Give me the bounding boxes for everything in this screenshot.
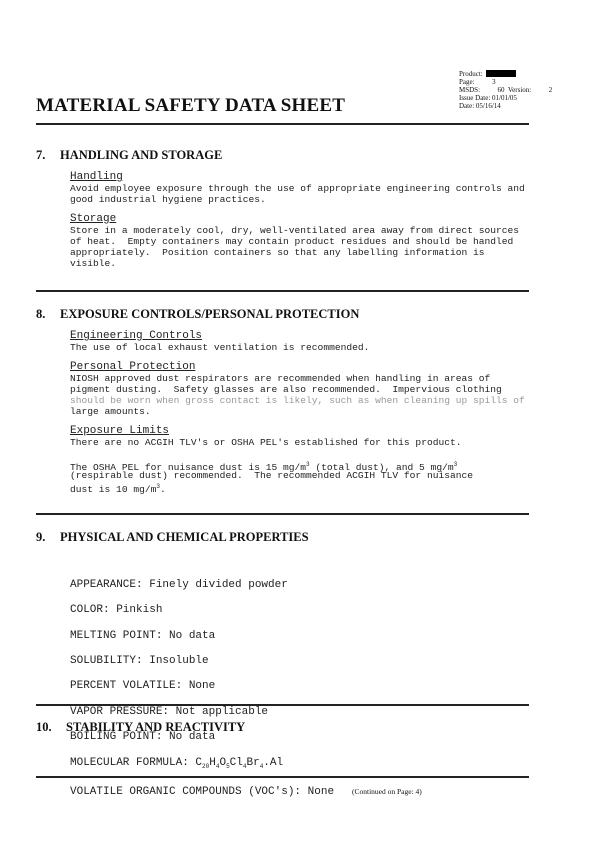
formula-o: O: [219, 756, 227, 769]
section-7-divider: [36, 290, 529, 292]
exposure-limits-text: There are no ACGIH TLV's or OSHA PEL's established for this product.: [70, 437, 462, 448]
engineering-controls-subheading: Engineering Controls: [70, 330, 203, 342]
personal-protection-text-faint: should be worn when gross contact is likely, such as when cleaning up spills of: [70, 395, 525, 406]
engineering-controls-text: The use of local exhaust ventilation is recommended.: [70, 342, 370, 353]
formula-cl: Cl: [229, 756, 243, 769]
document-meta: [459, 70, 552, 110]
section-7-title: HANDLING AND STORAGE: [60, 148, 223, 162]
section-8-number: 8.: [36, 307, 46, 321]
property-boiling-point: BOILING POINT: No data: [70, 731, 216, 744]
page-value: 3: [492, 78, 496, 86]
section-7-heading: [36, 148, 222, 163]
formula-c: C: [195, 756, 203, 769]
formula-cl-count: 4: [242, 762, 247, 770]
section-7-number: 7.: [36, 148, 46, 162]
formula-h: H: [209, 756, 216, 769]
msds-line: [459, 86, 552, 94]
property-percent-volatile: PERCENT VOLATILE: None: [70, 680, 216, 693]
msds-label: MSDS:: [459, 86, 481, 94]
exposure-limits-subheading: Exposure Limits: [70, 425, 170, 437]
product-line: [459, 70, 552, 78]
formula-br: Br: [246, 756, 260, 769]
continued-on-page: [352, 787, 422, 796]
personal-protection-text: NIOSH approved dust respirators are recommended when handling in areas of pigment dusting. Safety glasses are also recommended. Impervious clothing: [70, 373, 502, 395]
property-melting-point: MELTING POINT: No data: [70, 629, 216, 642]
version-label: Version:: [507, 86, 532, 94]
page-line: [459, 78, 552, 86]
continued-label: (Continued on Page:: [352, 787, 414, 796]
document-title: MATERIAL SAFETY DATA SHEET: [36, 95, 346, 116]
formula-o-count: 5: [226, 762, 230, 770]
section-9-heading: [36, 530, 309, 545]
property-solubility: SOLUBILITY: Insoluble: [70, 654, 209, 667]
acgih-tlv-text: [70, 481, 540, 495]
formula-c-count: 20: [202, 762, 210, 770]
acgih-tlv-part-1: dust is 10 mg/m: [70, 484, 157, 496]
redacted-product-name: [486, 70, 516, 77]
section-8-title: EXPOSURE CONTROLS/PERSONAL PROTECTION: [60, 307, 360, 321]
handling-subheading: Handling: [70, 171, 123, 183]
property-voc: VOLATILE ORGANIC COMPOUNDS (VOC's): None: [70, 786, 335, 799]
cubic-superscript: 3: [306, 461, 310, 468]
header-divider: [36, 123, 529, 125]
section-9-title: PHYSICAL AND CHEMICAL PROPERTIES: [60, 530, 309, 544]
property-color: COLOR: Pinkish: [70, 604, 163, 617]
property-molecular-formula: [70, 757, 334, 774]
handling-text: Avoid employee exposure through the use of appropriate engineering controls and good industrial hygiene practices.: [70, 183, 525, 205]
properties-list: [70, 566, 334, 812]
storage-text: Store in a moderately cool, dry, well-ventilated area away from direct sources of heat. Empty containers may contain product residues and should be handled appropriately. Position containers so that any labelling information is visible.: [70, 225, 520, 269]
version-value: 2: [548, 86, 553, 94]
section-10-number: 10.: [36, 720, 52, 734]
formula-label: MOLECULAR FORMULA:: [70, 756, 196, 769]
cubic-superscript: 3: [453, 461, 458, 468]
section-8-heading: [36, 307, 359, 322]
osha-pel-part-1: The OSHA PEL for nuisance dust is 15 mg/m: [70, 462, 307, 474]
personal-protection-text-end: large amounts.: [70, 406, 151, 417]
section-10-divider: [36, 776, 529, 778]
section-9-divider: [36, 704, 529, 706]
section-10-heading: [36, 720, 245, 735]
personal-protection-subheading: Personal Protection: [70, 361, 196, 373]
acgih-tlv-part-2: .: [159, 484, 166, 496]
page-label: Page:: [459, 78, 475, 86]
property-appearance: APPEARANCE: Finely divided powder: [70, 578, 288, 591]
product-label: Product:: [459, 70, 483, 78]
formula-h-count: 4: [215, 762, 220, 770]
formula-br-count: 4: [259, 762, 264, 770]
osha-pel-part-2: (total dust), and 5 mg/m: [309, 462, 454, 474]
storage-subheading: Storage: [70, 213, 117, 225]
continued-page-number: 4): [415, 787, 422, 796]
section-10-title: STABILITY AND REACTIVITY: [66, 720, 246, 734]
issue-date: Issue Date: 01/01/05: [459, 94, 517, 102]
section-8-divider: [36, 513, 529, 515]
osha-pel-text-2: (respirable dust) recommended. The recommended ACGIH TLV for nuisance: [70, 470, 474, 481]
cubic-superscript: 3: [156, 483, 160, 490]
formula-tail: .Al: [263, 756, 284, 769]
revision-date: Date: 05/16/14: [459, 102, 501, 110]
section-9-number: 9.: [36, 530, 46, 544]
msds-value: 60: [497, 86, 505, 94]
property-vapor-pressure: VAPOR PRESSURE: Not applicable: [70, 705, 269, 718]
